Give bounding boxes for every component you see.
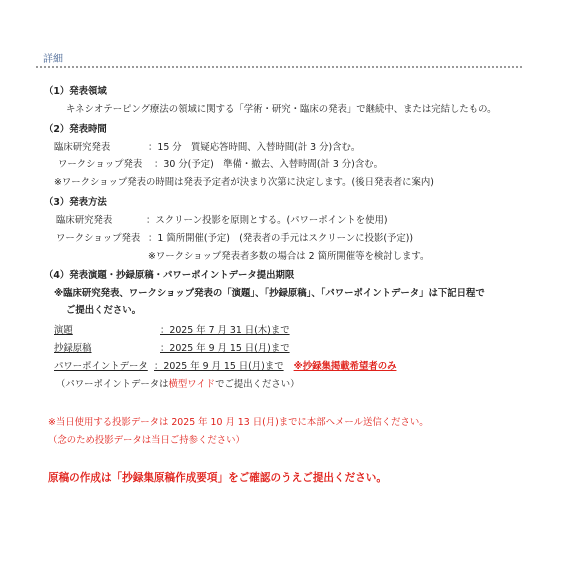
deadline-intro-line1: ※臨床研究発表、ワークショップ発表の「演題」、「抄録原稿」、「パワーポイントデータ」は下記日程で xyxy=(54,288,485,299)
bring-data-notice: （念のため投影データは当日ご持参ください） xyxy=(48,435,245,446)
method-workshop-row xyxy=(56,233,413,245)
section-title: 詳細 xyxy=(43,54,63,65)
deadline-title-label: 演題 xyxy=(54,325,73,336)
heading-presentation-method: （3）発表方法 xyxy=(44,197,107,208)
time-clinical-value: ：15 分 質疑応答時間、入替時間(計 3 分)含む。 xyxy=(148,142,361,153)
deadline-row-powerpoint xyxy=(54,361,396,373)
time-workshop-value: ：30 分(予定) 準備・撤去、入替時間(計 3 分)含む。 xyxy=(154,159,383,170)
deadline-intro-line2: ご提出ください。 xyxy=(66,305,142,316)
pp-note-widescreen: 横型ワイド xyxy=(168,379,216,390)
projection-data-notice: ※当日使用する投影データは 2025 年 10 月 13 日(月)までに本部へメール送信ください。 xyxy=(48,417,429,428)
time-clinical-row xyxy=(54,142,360,154)
method-clinical-label: 臨床研究発表 xyxy=(56,215,113,226)
pp-note-post: でご提出ください） xyxy=(215,379,300,390)
pp-note-pre: （パワーポイントデータは xyxy=(56,379,169,390)
heading-presentation-area: （1）発表領域 xyxy=(44,86,107,97)
deadline-title-value: ：2025 年 7 月 31 日(木)まで xyxy=(160,325,290,336)
deadline-abstract-label: 抄録原稿 xyxy=(54,343,92,354)
method-clinical-row xyxy=(56,215,388,227)
method-workshop-value: ：1 箇所開催(予定) (発表者の手元はスクリーンに投影(予定)) xyxy=(148,233,414,244)
powerpoint-format-note xyxy=(56,379,300,391)
time-note: ※ワークショップ発表の時間は発表予定者が決まり次第に決定します。(後日発表者に案内) xyxy=(54,177,434,188)
time-workshop-label: ワークショップ発表 xyxy=(58,159,143,170)
deadline-row-abstract xyxy=(54,343,290,355)
heading-submission-deadline: （4）発表演題・抄録原稿・パワーポイントデータ提出期限 xyxy=(44,270,295,281)
manuscript-guideline-notice: 原稿の作成は「抄録集原稿作成要項」をご確認のうえご提出ください。 xyxy=(48,472,387,484)
deadline-abstract-value: ：2025 年 9 月 15 日(月)まで xyxy=(160,343,290,354)
deadline-powerpoint-value: ：2025 年 9 月 15 日(月)まで xyxy=(154,361,284,372)
heading-presentation-time: （2）発表時間 xyxy=(44,124,107,135)
method-clinical-value: ：スクリーン投影を原則とする。(パワーポイントを使用) xyxy=(146,215,388,226)
dotted-divider xyxy=(36,66,522,68)
method-workshop-label: ワークショップ発表 xyxy=(56,233,141,244)
deadline-powerpoint-label: パワーポイントデータ xyxy=(54,361,148,372)
time-clinical-label: 臨床研究発表 xyxy=(54,142,111,153)
method-note: ※ワークショップ発表者多数の場合は 2 箇所開催等を検討します。 xyxy=(148,251,430,262)
abstract-publication-only-note: ※抄録集掲載希望者のみ xyxy=(293,361,397,372)
time-workshop-row xyxy=(58,159,383,171)
presentation-area-body: キネシオテーピング療法の領域に関する「学術・研究・臨床の発表」で継続中、または完結したもの。 xyxy=(66,104,497,115)
deadline-row-title xyxy=(54,325,290,337)
